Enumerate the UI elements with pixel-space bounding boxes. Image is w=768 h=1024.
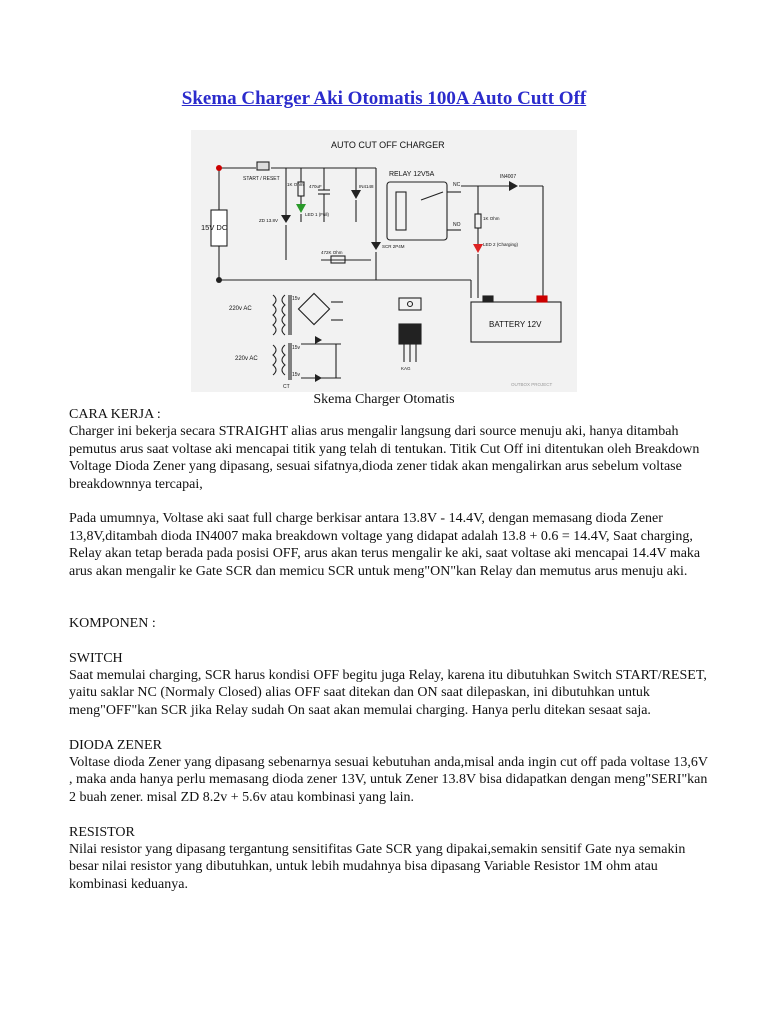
label-res-472k: 472K Ohm	[321, 250, 343, 255]
cara-kerja-paragraph-2: Pada umumnya, Voltase aki saat full charge berkisar antara 13.8V - 14.4V, dengan memasang dioda Zener 13,8V,ditambah dioda IN4007 maka breakdown voltage yang didapat adalah 13.8 + 0.6 = 14.4V, Saat charging, Relay akan tetap berada pada posisi OFF, arus akan terus mengalir ke aki, saat voltase aki mencapai 14.4V maka arus akan mengalir ke Gate SCR dan memicu SCR untuk meng"ON"kan Relay dan memutus arus menuju aki.	[69, 511, 701, 579]
label-zener: ZD 13.8V	[259, 218, 279, 223]
label-diode-in4007: IN4007	[500, 174, 517, 180]
label-capacitor: 470uF	[309, 184, 322, 189]
label-dc-source: 15V DC	[201, 223, 228, 232]
page-title[interactable]: Skema Charger Aki Otomatis 100A Auto Cutt Off	[181, 88, 587, 109]
zener-heading: DIODA ZENER	[69, 737, 162, 753]
label-ct: CT	[283, 384, 290, 390]
label-relay: RELAY 12V5A	[389, 171, 435, 178]
label-diode-in4148: IN4148	[359, 184, 374, 189]
label-watermark: OUTBOX PROJECT	[511, 382, 553, 387]
diagram-heading: AUTO CUT OFF CHARGER	[331, 140, 445, 150]
label-scr: SCR 2P4M	[382, 244, 405, 249]
label-15v-a: 15v	[292, 296, 301, 302]
article-body	[69, 406, 709, 893]
label-led2: LED 2 (Charging)	[483, 242, 519, 247]
label-nc: NC	[453, 182, 461, 188]
label-ac-1: 220v AC	[229, 306, 252, 312]
resistor-paragraph: Nilai resistor yang dipasang tergantung sensitifitas Gate SCR yang dipakai,semakin sensitif Gate nya semakin besar nilai resistor yang dibutuhkan, untuk lebih mudahnya bisa dipasang Variable Resistor 1M ohm atau kombinasi keduanya.	[69, 842, 686, 892]
label-res-1k-left: 1K Ohm	[287, 182, 304, 187]
cara-kerja-heading: CARA KERJA :	[69, 407, 161, 422]
label-15v-b: 15v	[292, 345, 301, 351]
switch-paragraph: Saat memulai charging, SCR harus kondisi OFF begitu juga Relay, karena itu dibutuhkan Switch START/RESET, yaitu saklar NC (Normaly Closed) alias OFF saat ditekan dan ON saat dilepaskan, ini dibutuhkan untuk meng"OFF"kan SCR jika Relay sudah On saat akan memulai charging. Hanya perlu ditekan sesaat saja.	[69, 668, 707, 718]
switch-heading: SWITCH	[69, 650, 123, 666]
label-ac-2: 220v AC	[235, 356, 258, 362]
circuit-diagram	[191, 130, 577, 392]
komponen-heading: KOMPONEN :	[69, 615, 156, 631]
label-res-1k-right: 1K Ohm	[483, 216, 500, 221]
cara-kerja-paragraph-1: Charger ini bekerja secara STRAIGHT alias arus mengalir langsung dari source menuju aki, hanya ditambah pemutus arus saat voltase aki mencapai titik yang telah di tentukan. Titik Cut Off ini ditentukan oleh Breakdown Voltage Dioda Zener yang dipasang, sesuai sifatnya,dioda zener tidak akan mengalirkan arus sebelum voltase breakdownnya tercapai,	[69, 424, 700, 492]
label-15v-c: 15v	[292, 372, 301, 378]
label-led1: LED 1 (Full)	[305, 212, 330, 217]
resistor-heading: RESISTOR	[69, 824, 135, 840]
label-pinout: KAG	[401, 366, 411, 371]
zener-paragraph: Voltase dioda Zener yang dipasang sebenarnya sesuai kebutuhan anda,misal anda ingin cut off pada voltase 13,6V , maka anda hanya perlu memasang dioda zener 13V, untuk Zener 13.8V bisa didapatkan dengan meng"SERI"kan 2 buah zener. misal ZD 8.2v + 5.6v atau kombinasi yang lain.	[69, 755, 708, 805]
diagram-caption: Skema Charger Otomatis	[313, 392, 455, 407]
label-battery: BATTERY 12V	[489, 320, 542, 329]
label-start-reset: START / RESET	[243, 176, 280, 182]
label-no: NO	[453, 222, 461, 228]
